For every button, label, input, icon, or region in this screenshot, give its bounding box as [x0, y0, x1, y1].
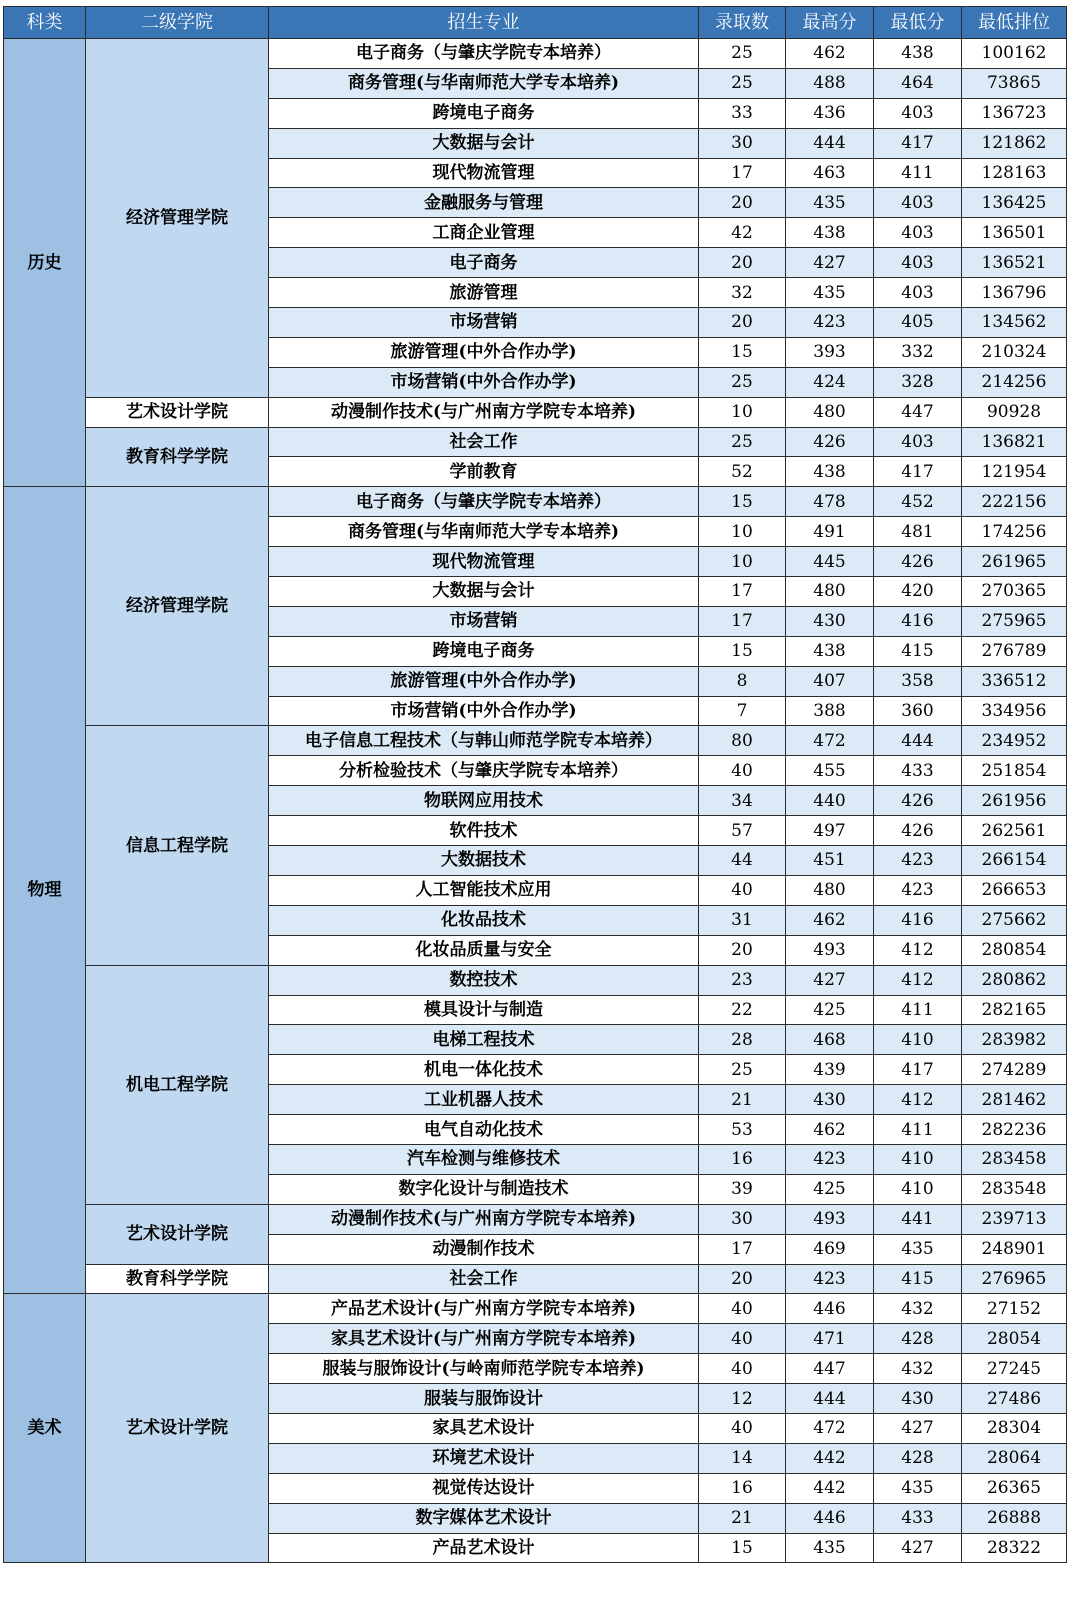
- major-cell: 现代物流管理: [269, 547, 699, 577]
- header-category: 科类: [4, 7, 86, 39]
- min-score-cell: 403: [874, 188, 962, 218]
- min-rank-cell: 283458: [962, 1144, 1067, 1174]
- min-rank-cell: 275965: [962, 606, 1067, 636]
- major-cell: 现代物流管理: [269, 158, 699, 188]
- max-score-cell: 472: [786, 726, 874, 756]
- college-cell: 艺术设计学院: [86, 397, 269, 427]
- min-score-cell: 417: [874, 128, 962, 158]
- category-cell: 美术: [4, 1294, 86, 1563]
- min-rank-cell: 283548: [962, 1174, 1067, 1204]
- max-score-cell: 442: [786, 1473, 874, 1503]
- min-score-cell: 428: [874, 1443, 962, 1473]
- table-row: [4, 487, 1067, 517]
- max-score-cell: 451: [786, 846, 874, 876]
- min-score-cell: 432: [874, 1354, 962, 1384]
- max-score-cell: 388: [786, 696, 874, 726]
- min-score-cell: 427: [874, 1533, 962, 1563]
- min-score-cell: 412: [874, 965, 962, 995]
- admitted-cell: 44: [699, 846, 786, 876]
- min-score-cell: 412: [874, 935, 962, 965]
- min-score-cell: 411: [874, 158, 962, 188]
- min-score-cell: 416: [874, 905, 962, 935]
- admitted-cell: 20: [699, 308, 786, 338]
- admitted-cell: 20: [699, 188, 786, 218]
- admitted-cell: 32: [699, 278, 786, 308]
- admitted-cell: 53: [699, 1115, 786, 1145]
- max-score-cell: 427: [786, 965, 874, 995]
- min-score-cell: 403: [874, 98, 962, 128]
- min-score-cell: 447: [874, 397, 962, 427]
- major-cell: 跨境电子商务: [269, 636, 699, 666]
- admitted-cell: 15: [699, 487, 786, 517]
- admitted-cell: 17: [699, 577, 786, 607]
- min-score-cell: 412: [874, 1085, 962, 1115]
- min-rank-cell: 136723: [962, 98, 1067, 128]
- min-rank-cell: 276965: [962, 1264, 1067, 1294]
- major-cell: 大数据与会计: [269, 128, 699, 158]
- major-cell: 工业机器人技术: [269, 1085, 699, 1115]
- major-cell: 产品艺术设计(与广州南方学院专本培养): [269, 1294, 699, 1324]
- admitted-cell: 80: [699, 726, 786, 756]
- major-cell: 机电一体化技术: [269, 1055, 699, 1085]
- table-row: [4, 397, 1067, 427]
- major-cell: 电子商务: [269, 248, 699, 278]
- min-rank-cell: 136501: [962, 218, 1067, 248]
- max-score-cell: 444: [786, 1384, 874, 1414]
- min-score-cell: 403: [874, 427, 962, 457]
- major-cell: 市场营销: [269, 308, 699, 338]
- table-row: [4, 726, 1067, 756]
- min-rank-cell: 266154: [962, 846, 1067, 876]
- header-min-rank: 最低排位: [962, 7, 1067, 39]
- min-score-cell: 435: [874, 1234, 962, 1264]
- max-score-cell: 435: [786, 188, 874, 218]
- admitted-cell: 15: [699, 1533, 786, 1563]
- max-score-cell: 423: [786, 1264, 874, 1294]
- max-score-cell: 438: [786, 218, 874, 248]
- admitted-cell: 30: [699, 1204, 786, 1234]
- max-score-cell: 445: [786, 547, 874, 577]
- max-score-cell: 493: [786, 935, 874, 965]
- major-cell: 旅游管理: [269, 278, 699, 308]
- major-cell: 电子信息工程技术（与韩山师范学院专本培养）: [269, 726, 699, 756]
- major-cell: 电梯工程技术: [269, 1025, 699, 1055]
- max-score-cell: 447: [786, 1354, 874, 1384]
- admitted-cell: 25: [699, 68, 786, 98]
- min-rank-cell: 276789: [962, 636, 1067, 666]
- major-cell: 社会工作: [269, 427, 699, 457]
- major-cell: 旅游管理(中外合作办学): [269, 666, 699, 696]
- min-rank-cell: 270365: [962, 577, 1067, 607]
- admitted-cell: 33: [699, 98, 786, 128]
- min-rank-cell: 26888: [962, 1503, 1067, 1533]
- min-rank-cell: 275662: [962, 905, 1067, 935]
- admitted-cell: 40: [699, 1294, 786, 1324]
- major-cell: 电子商务（与肇庆学院专本培养）: [269, 39, 699, 69]
- min-score-cell: 426: [874, 547, 962, 577]
- min-rank-cell: 248901: [962, 1234, 1067, 1264]
- major-cell: 服装与服饰设计(与岭南师范学院专本培养): [269, 1354, 699, 1384]
- min-score-cell: 415: [874, 1264, 962, 1294]
- max-score-cell: 423: [786, 1144, 874, 1174]
- min-score-cell: 444: [874, 726, 962, 756]
- min-score-cell: 432: [874, 1294, 962, 1324]
- admitted-cell: 39: [699, 1174, 786, 1204]
- college-cell: 艺术设计学院: [86, 1204, 269, 1264]
- min-rank-cell: 336512: [962, 666, 1067, 696]
- max-score-cell: 423: [786, 308, 874, 338]
- min-score-cell: 411: [874, 1115, 962, 1145]
- min-score-cell: 417: [874, 1055, 962, 1085]
- header-max-score: 最高分: [786, 7, 874, 39]
- min-rank-cell: 27152: [962, 1294, 1067, 1324]
- min-score-cell: 328: [874, 367, 962, 397]
- admitted-cell: 15: [699, 337, 786, 367]
- min-score-cell: 452: [874, 487, 962, 517]
- min-rank-cell: 121954: [962, 457, 1067, 487]
- min-score-cell: 358: [874, 666, 962, 696]
- major-cell: 动漫制作技术: [269, 1234, 699, 1264]
- max-score-cell: 439: [786, 1055, 874, 1085]
- max-score-cell: 446: [786, 1503, 874, 1533]
- min-score-cell: 416: [874, 606, 962, 636]
- max-score-cell: 393: [786, 337, 874, 367]
- min-score-cell: 435: [874, 1473, 962, 1503]
- max-score-cell: 472: [786, 1413, 874, 1443]
- min-rank-cell: 134562: [962, 308, 1067, 338]
- min-score-cell: 403: [874, 248, 962, 278]
- max-score-cell: 471: [786, 1324, 874, 1354]
- min-rank-cell: 28064: [962, 1443, 1067, 1473]
- min-rank-cell: 28304: [962, 1413, 1067, 1443]
- major-cell: 产品艺术设计: [269, 1533, 699, 1563]
- header-major: 招生专业: [269, 7, 699, 39]
- min-rank-cell: 274289: [962, 1055, 1067, 1085]
- major-cell: 物联网应用技术: [269, 786, 699, 816]
- max-score-cell: 424: [786, 367, 874, 397]
- min-score-cell: 411: [874, 995, 962, 1025]
- min-rank-cell: 136521: [962, 248, 1067, 278]
- min-score-cell: 420: [874, 577, 962, 607]
- admitted-cell: 40: [699, 1324, 786, 1354]
- major-cell: 市场营销(中外合作办学): [269, 367, 699, 397]
- major-cell: 电子商务（与肇庆学院专本培养）: [269, 487, 699, 517]
- min-score-cell: 464: [874, 68, 962, 98]
- min-score-cell: 410: [874, 1144, 962, 1174]
- college-cell: 教育科学学院: [86, 427, 269, 487]
- admitted-cell: 57: [699, 816, 786, 846]
- admitted-cell: 22: [699, 995, 786, 1025]
- max-score-cell: 468: [786, 1025, 874, 1055]
- admitted-cell: 42: [699, 218, 786, 248]
- max-score-cell: 430: [786, 606, 874, 636]
- category-cell: 历史: [4, 39, 86, 487]
- max-score-cell: 440: [786, 786, 874, 816]
- admitted-cell: 25: [699, 39, 786, 69]
- min-score-cell: 430: [874, 1384, 962, 1414]
- major-cell: 数字媒体艺术设计: [269, 1503, 699, 1533]
- admitted-cell: 8: [699, 666, 786, 696]
- admitted-cell: 7: [699, 696, 786, 726]
- admitted-cell: 40: [699, 1354, 786, 1384]
- min-rank-cell: 136425: [962, 188, 1067, 218]
- min-score-cell: 426: [874, 786, 962, 816]
- max-score-cell: 446: [786, 1294, 874, 1324]
- min-rank-cell: 262561: [962, 816, 1067, 846]
- admitted-cell: 21: [699, 1503, 786, 1533]
- college-cell: 经济管理学院: [86, 39, 269, 398]
- admitted-cell: 23: [699, 965, 786, 995]
- admitted-cell: 20: [699, 935, 786, 965]
- admitted-cell: 12: [699, 1384, 786, 1414]
- min-rank-cell: 251854: [962, 756, 1067, 786]
- admitted-cell: 40: [699, 756, 786, 786]
- major-cell: 商务管理(与华南师范大学专本培养): [269, 68, 699, 98]
- table-row: [4, 1204, 1067, 1234]
- min-score-cell: 415: [874, 636, 962, 666]
- min-score-cell: 426: [874, 816, 962, 846]
- admitted-cell: 16: [699, 1144, 786, 1174]
- major-cell: 软件技术: [269, 816, 699, 846]
- min-score-cell: 417: [874, 457, 962, 487]
- min-rank-cell: 266653: [962, 875, 1067, 905]
- max-score-cell: 430: [786, 1085, 874, 1115]
- min-score-cell: 438: [874, 39, 962, 69]
- major-cell: 旅游管理(中外合作办学): [269, 337, 699, 367]
- max-score-cell: 438: [786, 457, 874, 487]
- min-rank-cell: 136821: [962, 427, 1067, 457]
- major-cell: 化妆品技术: [269, 905, 699, 935]
- admitted-cell: 40: [699, 875, 786, 905]
- min-rank-cell: 100162: [962, 39, 1067, 69]
- min-rank-cell: 121862: [962, 128, 1067, 158]
- max-score-cell: 425: [786, 1174, 874, 1204]
- major-cell: 视觉传达设计: [269, 1473, 699, 1503]
- min-rank-cell: 282165: [962, 995, 1067, 1025]
- admitted-cell: 20: [699, 248, 786, 278]
- major-cell: 化妆品质量与安全: [269, 935, 699, 965]
- college-cell: 教育科学学院: [86, 1264, 269, 1294]
- min-rank-cell: 222156: [962, 487, 1067, 517]
- major-cell: 社会工作: [269, 1264, 699, 1294]
- min-rank-cell: 280854: [962, 935, 1067, 965]
- min-rank-cell: 214256: [962, 367, 1067, 397]
- min-rank-cell: 239713: [962, 1204, 1067, 1234]
- college-cell: 机电工程学院: [86, 965, 269, 1204]
- major-cell: 数控技术: [269, 965, 699, 995]
- major-cell: 市场营销: [269, 606, 699, 636]
- admission-table: [3, 6, 1067, 1563]
- header-college: 二级学院: [86, 7, 269, 39]
- admitted-cell: 25: [699, 1055, 786, 1085]
- min-score-cell: 427: [874, 1413, 962, 1443]
- min-score-cell: 410: [874, 1174, 962, 1204]
- admitted-cell: 21: [699, 1085, 786, 1115]
- min-score-cell: 423: [874, 846, 962, 876]
- max-score-cell: 462: [786, 1115, 874, 1145]
- major-cell: 商务管理(与华南师范大学专本培养): [269, 517, 699, 547]
- college-cell: 艺术设计学院: [86, 1294, 269, 1563]
- admitted-cell: 40: [699, 1413, 786, 1443]
- major-cell: 学前教育: [269, 457, 699, 487]
- max-score-cell: 444: [786, 128, 874, 158]
- table-row: [4, 1264, 1067, 1294]
- major-cell: 家具艺术设计: [269, 1413, 699, 1443]
- admitted-cell: 15: [699, 636, 786, 666]
- admitted-cell: 20: [699, 1264, 786, 1294]
- admitted-cell: 16: [699, 1473, 786, 1503]
- min-score-cell: 403: [874, 218, 962, 248]
- table-row: [4, 1294, 1067, 1324]
- min-score-cell: 441: [874, 1204, 962, 1234]
- min-score-cell: 405: [874, 308, 962, 338]
- min-rank-cell: 261956: [962, 786, 1067, 816]
- min-score-cell: 433: [874, 1503, 962, 1533]
- major-cell: 服装与服饰设计: [269, 1384, 699, 1414]
- max-score-cell: 426: [786, 427, 874, 457]
- admitted-cell: 17: [699, 606, 786, 636]
- admitted-cell: 52: [699, 457, 786, 487]
- max-score-cell: 488: [786, 68, 874, 98]
- max-score-cell: 480: [786, 577, 874, 607]
- admitted-cell: 17: [699, 158, 786, 188]
- min-score-cell: 481: [874, 517, 962, 547]
- min-rank-cell: 90928: [962, 397, 1067, 427]
- admitted-cell: 31: [699, 905, 786, 935]
- table-row: [4, 427, 1067, 457]
- max-score-cell: 478: [786, 487, 874, 517]
- table-row: [4, 39, 1067, 69]
- min-score-cell: 423: [874, 875, 962, 905]
- min-rank-cell: 281462: [962, 1085, 1067, 1115]
- admitted-cell: 10: [699, 397, 786, 427]
- major-cell: 大数据与会计: [269, 577, 699, 607]
- min-rank-cell: 234952: [962, 726, 1067, 756]
- admitted-cell: 10: [699, 547, 786, 577]
- major-cell: 金融服务与管理: [269, 188, 699, 218]
- major-cell: 数字化设计与制造技术: [269, 1174, 699, 1204]
- max-score-cell: 491: [786, 517, 874, 547]
- admitted-cell: 14: [699, 1443, 786, 1473]
- max-score-cell: 480: [786, 397, 874, 427]
- admitted-cell: 17: [699, 1234, 786, 1264]
- header-min-score: 最低分: [874, 7, 962, 39]
- min-rank-cell: 28054: [962, 1324, 1067, 1354]
- major-cell: 环境艺术设计: [269, 1443, 699, 1473]
- header-admitted: 录取数: [699, 7, 786, 39]
- max-score-cell: 442: [786, 1443, 874, 1473]
- max-score-cell: 462: [786, 39, 874, 69]
- admitted-cell: 34: [699, 786, 786, 816]
- major-cell: 人工智能技术应用: [269, 875, 699, 905]
- max-score-cell: 407: [786, 666, 874, 696]
- max-score-cell: 497: [786, 816, 874, 846]
- min-rank-cell: 136796: [962, 278, 1067, 308]
- max-score-cell: 463: [786, 158, 874, 188]
- max-score-cell: 436: [786, 98, 874, 128]
- major-cell: 大数据技术: [269, 846, 699, 876]
- min-score-cell: 360: [874, 696, 962, 726]
- max-score-cell: 462: [786, 905, 874, 935]
- min-rank-cell: 280862: [962, 965, 1067, 995]
- min-score-cell: 403: [874, 278, 962, 308]
- max-score-cell: 435: [786, 278, 874, 308]
- admitted-cell: 25: [699, 367, 786, 397]
- min-score-cell: 410: [874, 1025, 962, 1055]
- admitted-cell: 30: [699, 128, 786, 158]
- max-score-cell: 427: [786, 248, 874, 278]
- major-cell: 跨境电子商务: [269, 98, 699, 128]
- min-rank-cell: 27245: [962, 1354, 1067, 1384]
- major-cell: 市场营销(中外合作办学): [269, 696, 699, 726]
- min-rank-cell: 334956: [962, 696, 1067, 726]
- major-cell: 工商企业管理: [269, 218, 699, 248]
- admitted-cell: 28: [699, 1025, 786, 1055]
- major-cell: 模具设计与制造: [269, 995, 699, 1025]
- major-cell: 分析检验技术（与肇庆学院专本培养）: [269, 756, 699, 786]
- max-score-cell: 455: [786, 756, 874, 786]
- max-score-cell: 480: [786, 875, 874, 905]
- table-row: [4, 965, 1067, 995]
- min-rank-cell: 283982: [962, 1025, 1067, 1055]
- major-cell: 汽车检测与维修技术: [269, 1144, 699, 1174]
- major-cell: 动漫制作技术(与广州南方学院专本培养): [269, 397, 699, 427]
- min-score-cell: 433: [874, 756, 962, 786]
- min-score-cell: 332: [874, 337, 962, 367]
- category-cell: 物理: [4, 487, 86, 1294]
- max-score-cell: 435: [786, 1533, 874, 1563]
- min-rank-cell: 27486: [962, 1384, 1067, 1414]
- college-cell: 经济管理学院: [86, 487, 269, 726]
- min-rank-cell: 28322: [962, 1533, 1067, 1563]
- max-score-cell: 469: [786, 1234, 874, 1264]
- admitted-cell: 25: [699, 427, 786, 457]
- min-rank-cell: 128163: [962, 158, 1067, 188]
- major-cell: 家具艺术设计(与广州南方学院专本培养): [269, 1324, 699, 1354]
- min-rank-cell: 210324: [962, 337, 1067, 367]
- admitted-cell: 10: [699, 517, 786, 547]
- major-cell: 电气自动化技术: [269, 1115, 699, 1145]
- min-rank-cell: 282236: [962, 1115, 1067, 1145]
- major-cell: 动漫制作技术(与广州南方学院专本培养): [269, 1204, 699, 1234]
- max-score-cell: 425: [786, 995, 874, 1025]
- min-rank-cell: 26365: [962, 1473, 1067, 1503]
- min-rank-cell: 261965: [962, 547, 1067, 577]
- min-score-cell: 428: [874, 1324, 962, 1354]
- max-score-cell: 493: [786, 1204, 874, 1234]
- college-cell: 信息工程学院: [86, 726, 269, 965]
- max-score-cell: 438: [786, 636, 874, 666]
- header-row: [4, 7, 1067, 39]
- min-rank-cell: 73865: [962, 68, 1067, 98]
- min-rank-cell: 174256: [962, 517, 1067, 547]
